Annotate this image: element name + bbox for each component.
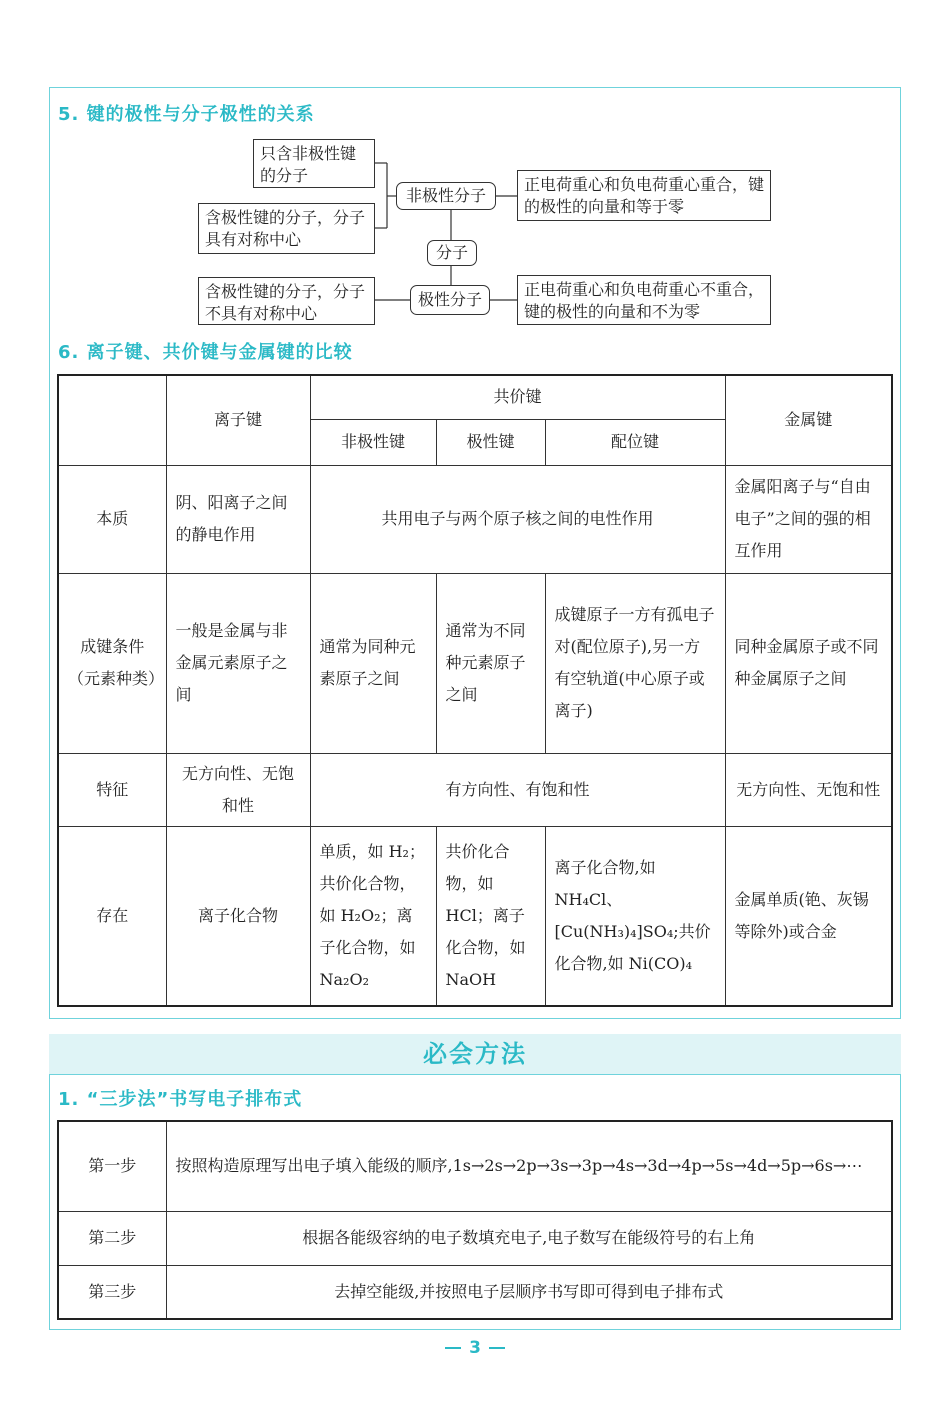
page-number-text: 3	[469, 1338, 481, 1358]
row-condition	[58, 573, 892, 753]
header-polar: 极性键	[436, 419, 545, 465]
step-row	[58, 1211, 892, 1265]
essence-metallic: 金属阳离子与“自由电子”之间的强的相互作用	[725, 465, 892, 573]
feature-ionic: 无方向性、无饱和性	[166, 753, 310, 826]
methods-banner: 必会方法	[49, 1034, 901, 1075]
header-metallic: 金属键	[725, 375, 892, 465]
page-number	[0, 1338, 950, 1358]
dash-right	[489, 1347, 505, 1349]
step-text: 根据各能级容纳的电子数填充电子,电子数写在能级符号的右上角	[166, 1211, 892, 1265]
step-label: 第三步	[58, 1265, 166, 1319]
essence-ionic: 阴、阳离子之间的静电作用	[166, 465, 310, 573]
condition-ionic: 一般是金属与非金属元素原子之间	[166, 573, 310, 753]
condition-coordinate: 成键原子一方有孤电子对(配位原子),另一方有空轨道(中心原子或离子)	[545, 573, 725, 753]
feature-metallic: 无方向性、无饱和性	[725, 753, 892, 826]
section6-title: 6. 离子键、共价键与金属键的比较	[58, 342, 353, 363]
condition-metallic: 同种金属原子或不同种金属原子之间	[725, 573, 892, 753]
existence-polar: 共价化合物，如 HCl；离子化合物，如 NaOH	[436, 826, 545, 1006]
methods-title-1: 1. “三步法”书写电子排布式	[58, 1089, 303, 1110]
feature-label: 特征	[58, 753, 166, 826]
step-label: 第一步	[58, 1121, 166, 1211]
existence-metallic: 金属单质(铯、灰锡等除外)或合金	[725, 826, 892, 1006]
box-only-nonpolar-bonds: 只含非极性键的分子	[253, 139, 375, 188]
node-molecule: 分子	[427, 240, 477, 266]
node-polar-molecule: 极性分子	[410, 285, 490, 315]
box-polar-asymmetric: 含极性键的分子，分子不具有对称中心	[198, 277, 375, 325]
step-label: 第二步	[58, 1211, 166, 1265]
header-nonpolar: 非极性键	[310, 419, 436, 465]
header-row-1	[58, 375, 892, 419]
existence-label: 存在	[58, 826, 166, 1006]
header-coordinate: 配位键	[545, 419, 725, 465]
section5-title: 5. 键的极性与分子极性的关系	[58, 104, 315, 125]
box-charge-centers-coincide: 正电荷重心和负电荷重心重合，键的极性的向量和等于零	[517, 170, 771, 221]
step-row	[58, 1121, 892, 1211]
condition-nonpolar: 通常为同种元素原子之间	[310, 573, 436, 753]
step-row	[58, 1265, 892, 1319]
existence-nonpolar: 单质，如 H₂；共价化合物，如 H₂O₂；离子化合物，如 Na₂O₂	[310, 826, 436, 1006]
node-nonpolar-molecule: 非极性分子	[396, 182, 496, 210]
box-polar-symmetric: 含极性键的分子，分子具有对称中心	[198, 203, 375, 254]
row-existence	[58, 826, 892, 1006]
row-essence	[58, 465, 892, 573]
header-empty	[58, 375, 166, 465]
header-ionic: 离子键	[166, 375, 310, 465]
essence-label: 本质	[58, 465, 166, 573]
three-step-table	[57, 1120, 893, 1320]
step-text: 按照构造原理写出电子填入能级的顺序,1s→2s→2p→3s→3p→4s→3d→4p→5s→4d→5p→6s→⋯	[166, 1121, 892, 1211]
header-covalent: 共价键	[310, 375, 725, 419]
feature-covalent: 有方向性、有饱和性	[310, 753, 725, 826]
box-charge-centers-differ: 正电荷重心和负电荷重心不重合，键的极性的向量和不为零	[517, 275, 771, 325]
essence-covalent: 共用电子与两个原子核之间的电性作用	[310, 465, 725, 573]
step-text: 去掉空能级,并按照电子层顺序书写即可得到电子排布式	[166, 1265, 892, 1319]
existence-ionic: 离子化合物	[166, 826, 310, 1006]
row-feature	[58, 753, 892, 826]
bond-comparison-table	[57, 374, 893, 1007]
condition-polar: 通常为不同种元素原子之间	[436, 573, 545, 753]
existence-coordinate: 离子化合物,如 NH₄Cl、[Cu(NH₃)₄]SO₄;共价化合物,如 Ni(CO)₄	[545, 826, 725, 1006]
condition-label: 成键条件（元素种类）	[58, 573, 166, 753]
dash-left	[445, 1347, 461, 1349]
